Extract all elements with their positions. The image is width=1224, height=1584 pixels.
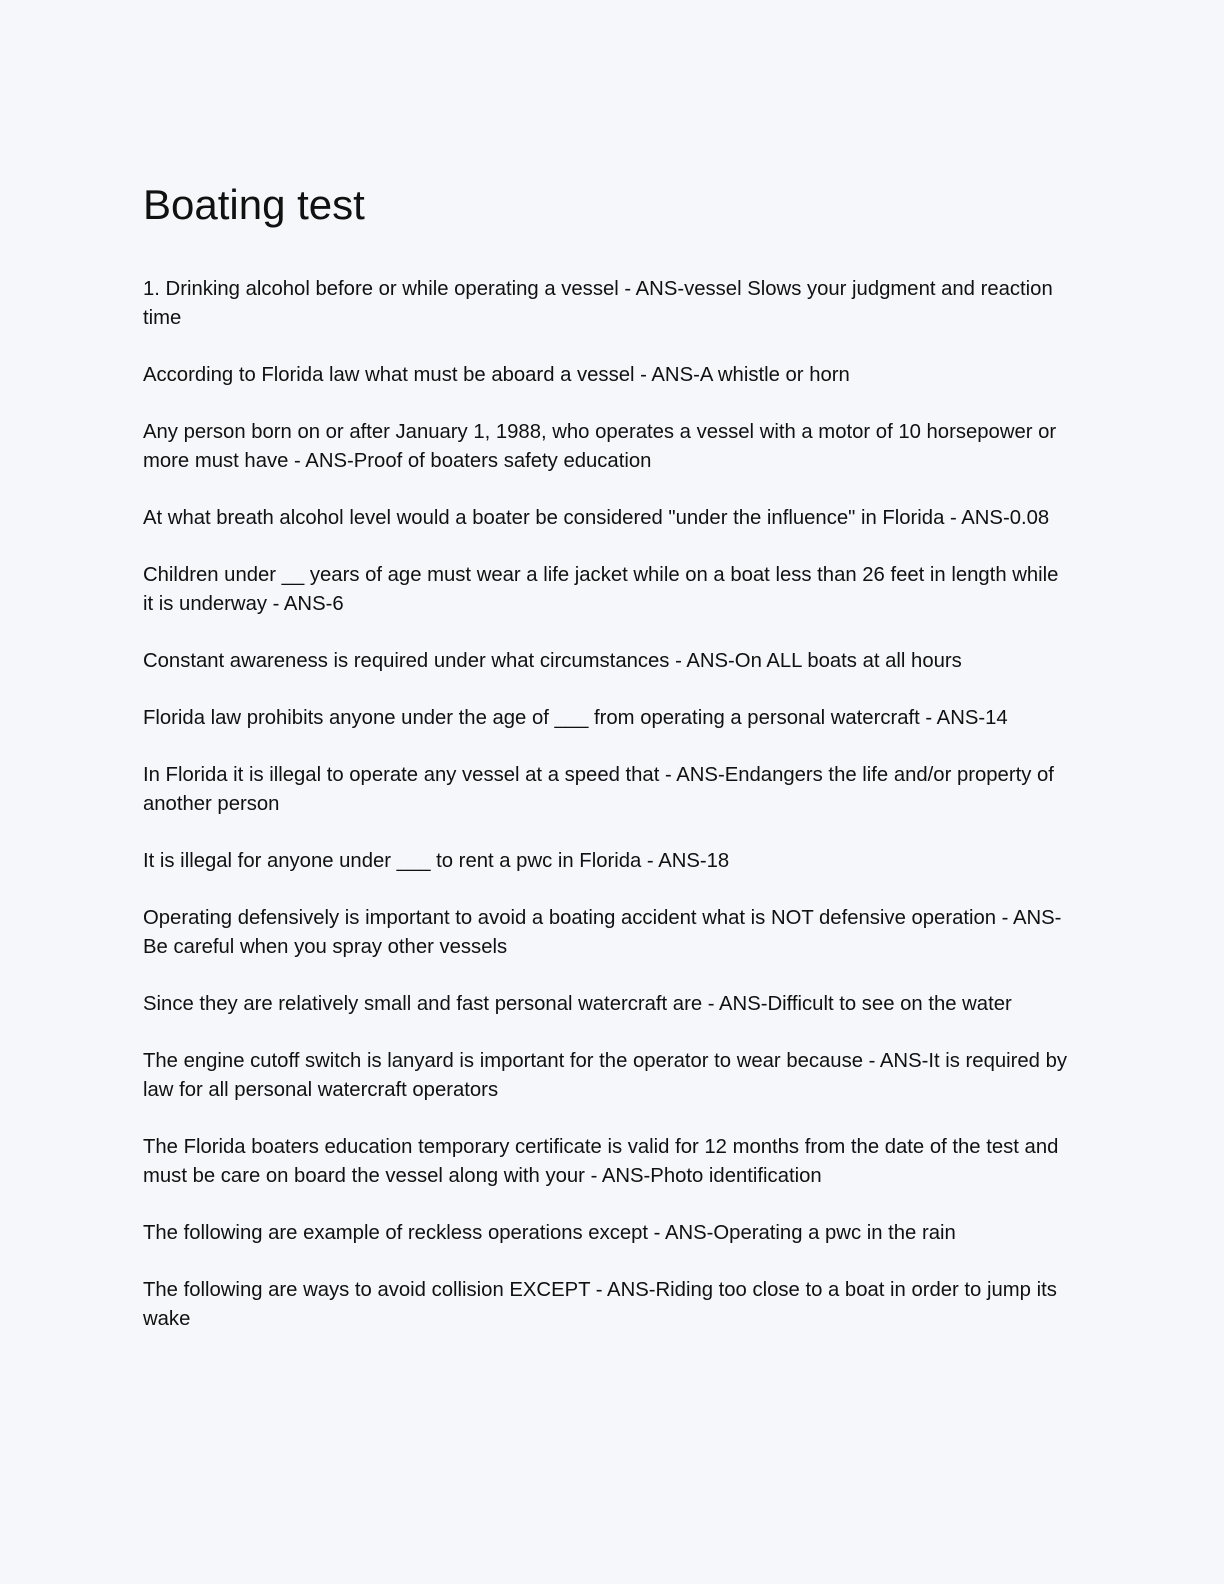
qa-item: Since they are relatively small and fast personal watercraft are - ANS-Difficult to see on the water <box>143 993 1012 1015</box>
qa-item: The Florida boaters education temporary certificate is valid for 12 months from the date of the test and must be care on board the vessel along with your - ANS-Photo identification <box>143 1136 1059 1187</box>
qa-item: The engine cutoff switch is lanyard is important for the operator to wear because - ANS-It is required by law for all personal watercraft operators <box>143 1050 1068 1101</box>
qa-item: Operating defensively is important to avoid a boating accident what is NOT defensive operation - ANS-Be careful when you spray other vessels <box>143 907 1062 958</box>
qa-item: The following are example of reckless operations except - ANS-Operating a pwc in the rain <box>143 1222 956 1244</box>
qa-item: At what breath alcohol level would a boater be considered "under the influence" in Florida - ANS-0.08 <box>143 507 1050 529</box>
qa-item: Florida law prohibits anyone under the age of ___ from operating a personal watercraft - ANS-14 <box>143 707 1008 729</box>
question-answer-list <box>143 275 1073 1362</box>
qa-item: It is illegal for anyone under ___ to rent a pwc in Florida - ANS-18 <box>143 850 730 872</box>
qa-item: Any person born on or after January 1, 1988, who operates a vessel with a motor of 10 horsepower or more must have - ANS-Proof of boaters safety education <box>143 421 1057 472</box>
qa-item: According to Florida law what must be aboard a vessel - ANS-A whistle or horn <box>143 364 850 386</box>
qa-item: Constant awareness is required under what circumstances - ANS-On ALL boats at all hours <box>143 650 962 672</box>
document-title: Boating test <box>143 181 365 228</box>
qa-item: In Florida it is illegal to operate any vessel at a speed that - ANS-Endangers the life and/or property of another person <box>143 764 1054 815</box>
qa-item: The following are ways to avoid collision EXCEPT - ANS-Riding too close to a boat in order to jump its wake <box>143 1279 1057 1330</box>
qa-item: 1. Drinking alcohol before or while operating a vessel - ANS-vessel Slows your judgment and reaction time <box>143 278 1053 329</box>
qa-item: Children under __ years of age must wear a life jacket while on a boat less than 26 feet in length while it is underway - ANS-6 <box>143 564 1059 615</box>
